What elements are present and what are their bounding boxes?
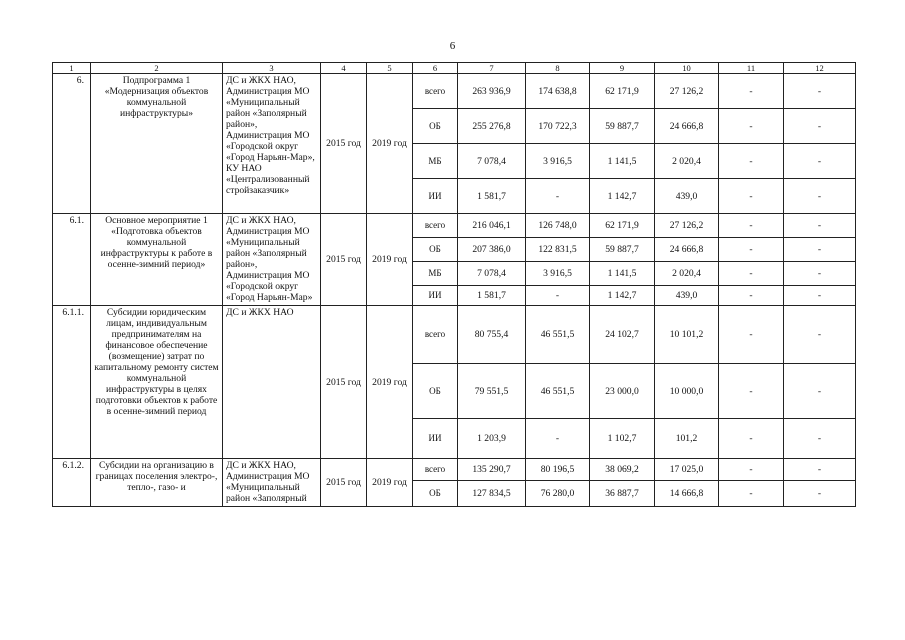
amount-year-2016: 1 141,5 (590, 262, 655, 286)
amount-year-2018: - (719, 286, 784, 306)
amount-year-2016: 62 171,9 (590, 74, 655, 109)
item-executors: ДС и ЖКХ НАО, Администрация МО «Муниципальный район «Заполярный район», Администрация МО «Городской округ «Город Нарьян-Мар», КУ НАО «Централизованный стройзаказчик» (223, 74, 321, 214)
amount-year-2016: 59 887,7 (590, 109, 655, 144)
amount-year-2019: - (784, 481, 856, 507)
table-row (53, 74, 856, 109)
item-executors: ДС и ЖКХ НАО, Администрация МО «Муниципальный район «Заполярный район», Администрация МО «Городской округ «Город Нарьян-Мар» (223, 214, 321, 306)
amount-year-2019: - (784, 286, 856, 306)
amount-year-2018: - (719, 238, 784, 262)
amount-year-2016: 62 171,9 (590, 214, 655, 238)
amount-year-2019: - (784, 144, 856, 179)
end-year: 2019 год (367, 459, 413, 507)
amount-total: 79 551,5 (458, 364, 526, 419)
amount-total: 207 386,0 (458, 238, 526, 262)
amount-year-2016: 1 142,7 (590, 179, 655, 214)
column-number: 4 (321, 63, 367, 74)
funding-source: МБ (413, 262, 458, 286)
start-year: 2015 год (321, 306, 367, 459)
page-number: 6 (449, 40, 456, 52)
column-number: 3 (223, 63, 321, 74)
amount-year-2015: 76 280,0 (526, 481, 590, 507)
column-number: 12 (784, 63, 856, 74)
amount-total: 263 936,9 (458, 74, 526, 109)
amount-year-2019: - (784, 459, 856, 481)
amount-year-2019: - (784, 74, 856, 109)
amount-year-2019: - (784, 419, 856, 459)
amount-year-2015: 122 831,5 (526, 238, 590, 262)
funding-source: ОБ (413, 238, 458, 262)
column-number: 5 (367, 63, 413, 74)
amount-total: 216 046,1 (458, 214, 526, 238)
amount-year-2017: 2 020,4 (655, 262, 719, 286)
table-row (53, 459, 856, 481)
amount-year-2017: 439,0 (655, 179, 719, 214)
column-number-row (53, 63, 856, 74)
amount-year-2019: - (784, 109, 856, 144)
amount-year-2017: 27 126,2 (655, 74, 719, 109)
item-name: Основное мероприятие 1 «Подготовка объектов коммунальной инфраструктуры к работе в осенне-зимний период» (91, 214, 223, 306)
amount-year-2017: 10 101,2 (655, 306, 719, 364)
funding-source: ИИ (413, 286, 458, 306)
item-name: Субсидии юридическим лицам, индивидуальным предпринимателям на финансовое обеспечение (возмещение) затрат по капитальному ремонту систем коммунальной инфраструктуры в целях подготовки объектов к работе в осенне-зимний период (91, 306, 223, 459)
amount-year-2019: - (784, 179, 856, 214)
column-number: 1 (53, 63, 91, 74)
amount-year-2016: 1 102,7 (590, 419, 655, 459)
amount-year-2016: 59 887,7 (590, 238, 655, 262)
amount-year-2016: 36 887,7 (590, 481, 655, 507)
amount-total: 1 581,7 (458, 286, 526, 306)
amount-year-2017: 24 666,8 (655, 238, 719, 262)
amount-year-2018: - (719, 306, 784, 364)
amount-total: 255 276,8 (458, 109, 526, 144)
column-number: 8 (526, 63, 590, 74)
column-number: 2 (91, 63, 223, 74)
end-year: 2019 год (367, 306, 413, 459)
amount-year-2016: 1 141,5 (590, 144, 655, 179)
table-body (53, 63, 856, 507)
amount-total: 135 290,7 (458, 459, 526, 481)
funding-source: ОБ (413, 481, 458, 507)
amount-year-2017: 27 126,2 (655, 214, 719, 238)
amount-year-2018: - (719, 419, 784, 459)
funding-source: всего (413, 214, 458, 238)
amount-year-2017: 14 666,8 (655, 481, 719, 507)
table-row (53, 306, 856, 364)
item-executors: ДС и ЖКХ НАО (223, 306, 321, 459)
column-number: 6 (413, 63, 458, 74)
item-number: 6. (53, 74, 91, 214)
funding-source: ИИ (413, 179, 458, 214)
amount-year-2019: - (784, 262, 856, 286)
amount-year-2018: - (719, 179, 784, 214)
amount-year-2019: - (784, 214, 856, 238)
amount-year-2018: - (719, 144, 784, 179)
amount-total: 127 834,5 (458, 481, 526, 507)
amount-year-2016: 1 142,7 (590, 286, 655, 306)
funding-source: ОБ (413, 364, 458, 419)
item-number: 6.1.1. (53, 306, 91, 459)
start-year: 2015 год (321, 74, 367, 214)
amount-year-2017: 17 025,0 (655, 459, 719, 481)
item-name: Подпрограмма 1 «Модернизация объектов коммунальной инфраструктуры» (91, 74, 223, 214)
amount-year-2018: - (719, 459, 784, 481)
amount-year-2015: 126 748,0 (526, 214, 590, 238)
amount-year-2017: 24 666,8 (655, 109, 719, 144)
amount-year-2017: 10 000,0 (655, 364, 719, 419)
amount-year-2015: 80 196,5 (526, 459, 590, 481)
amount-year-2017: 2 020,4 (655, 144, 719, 179)
amount-year-2018: - (719, 74, 784, 109)
amount-year-2017: 439,0 (655, 286, 719, 306)
amount-year-2019: - (784, 364, 856, 419)
funding-source: всего (413, 74, 458, 109)
amount-year-2015: 3 916,5 (526, 262, 590, 286)
amount-year-2015: - (526, 286, 590, 306)
funding-source: всего (413, 306, 458, 364)
amount-year-2015: 46 551,5 (526, 306, 590, 364)
column-number: 11 (719, 63, 784, 74)
table-row (53, 214, 856, 238)
start-year: 2015 год (321, 214, 367, 306)
amount-year-2017: 101,2 (655, 419, 719, 459)
amount-year-2018: - (719, 109, 784, 144)
funding-source: всего (413, 459, 458, 481)
amount-total: 1 581,7 (458, 179, 526, 214)
column-number: 10 (655, 63, 719, 74)
amount-year-2015: - (526, 419, 590, 459)
amount-year-2016: 24 102,7 (590, 306, 655, 364)
amount-total: 7 078,4 (458, 262, 526, 286)
amount-year-2015: 3 916,5 (526, 144, 590, 179)
amount-year-2015: 170 722,3 (526, 109, 590, 144)
program-table (52, 62, 856, 507)
amount-year-2015: 46 551,5 (526, 364, 590, 419)
column-number: 7 (458, 63, 526, 74)
start-year: 2015 год (321, 459, 367, 507)
end-year: 2019 год (367, 214, 413, 306)
amount-year-2016: 38 069,2 (590, 459, 655, 481)
amount-year-2019: - (784, 238, 856, 262)
funding-source: ИИ (413, 419, 458, 459)
amount-year-2019: - (784, 306, 856, 364)
amount-year-2015: 174 638,8 (526, 74, 590, 109)
amount-year-2018: - (719, 214, 784, 238)
item-executors: ДС и ЖКХ НАО, Администрация МО «Муниципальный район «Заполярный (223, 459, 321, 507)
amount-year-2018: - (719, 481, 784, 507)
funding-source: ОБ (413, 109, 458, 144)
item-number: 6.1.2. (53, 459, 91, 507)
amount-year-2015: - (526, 179, 590, 214)
amount-total: 7 078,4 (458, 144, 526, 179)
column-number: 9 (590, 63, 655, 74)
end-year: 2019 год (367, 74, 413, 214)
funding-source: МБ (413, 144, 458, 179)
amount-year-2018: - (719, 364, 784, 419)
amount-year-2016: 23 000,0 (590, 364, 655, 419)
amount-year-2018: - (719, 262, 784, 286)
item-number: 6.1. (53, 214, 91, 306)
amount-total: 1 203,9 (458, 419, 526, 459)
amount-total: 80 755,4 (458, 306, 526, 364)
item-name: Субсидии на организацию в границах поселения электро-, тепло-, газо- и (91, 459, 223, 507)
